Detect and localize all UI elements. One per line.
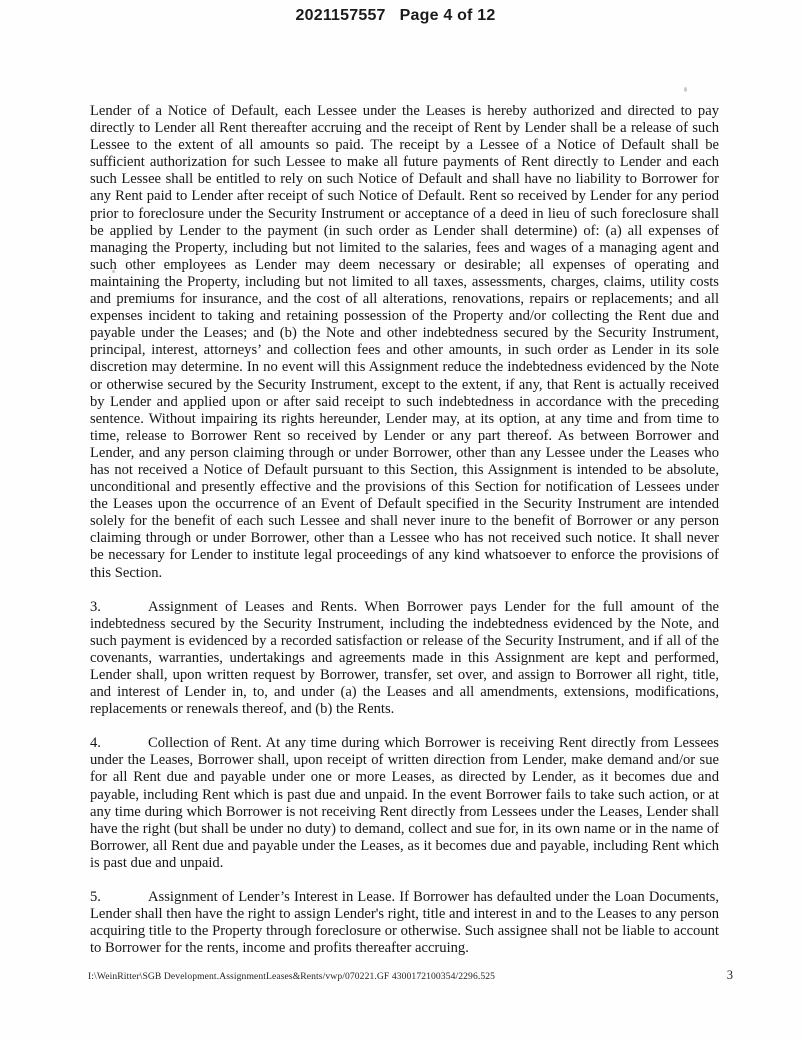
section-3-assignment-of-leases-and-rents xyxy=(90,599,719,719)
scan-artifact xyxy=(684,87,687,92)
page-footer xyxy=(88,968,733,983)
page-number: 3 xyxy=(726,968,733,982)
document-body xyxy=(90,103,719,957)
section-number: 5. xyxy=(90,889,101,906)
section-text: Assignment of Leases and Rents. When Borrower pays Lender for the full amount of the indebtedness secured by the Security Instrument, including the indebtedness evidenced by the Note, and such payment is evidenced by a recorded satisfaction or release of the Security Instrument, and if all of the covenants, warranties, undertakings and agreements made in this Assignment are kept and performed, Lender shall, upon written request by Borrower, transfer, set over, and assign to Borrower all right, title, and interest of Lender in, to, and under (a) the Leases and all amendments, extensions, modifications, replacements or renewals thereof, and (b) the Rents. xyxy=(90,598,719,718)
section-text: Assignment of Lender’s Interest in Lease. If Borrower has defaulted under the Loan Documents, Lender shall then have the right to assign Lender's right, title and interest in and to the Leases to any person acquiring title to the Property through foreclosure or otherwise. Such assignee shall not be liable to account to Borrower for the rents, income and profits thereafter accruing. xyxy=(90,889,719,957)
page-header xyxy=(0,7,797,25)
section-number: 4. xyxy=(90,735,101,752)
section-4-collection-of-rent xyxy=(90,735,719,872)
document-number: 2021157557 xyxy=(295,7,386,24)
paragraph-continuation xyxy=(90,103,719,582)
section-text: Collection of Rent. At any time during which Borrower is receiving Rent directly from Lessees under the Leases, Borrower shall, upon receipt of written direction from Lender, make demand and/or sue for all Rent due and payable under one or more Leases, as directed by Lender, as it becomes due and payable, including Rent which is past due and unpaid. In the event Borrower fails to take such action, or at any time during which Borrower is not receiving Rent directly from Lessees under the Leases, Lender shall have the right (but shall be under no duty) to demand, collect and sue for, in its own name or in the name of Borrower, all Rent due and payable under the Leases, as it becomes due and payable, including Rent which is past due and unpaid. xyxy=(90,735,719,871)
paragraph-text: Lender of a Notice of Default, each Lessee under the Leases is hereby authorized and directed to pay directly to Lender all Rent thereafter accruing and the receipt of Rent by Lender shall be a release of such Lessee to the extent of all amounts so paid. The receipt by a Lessee of a Notice of Default shall be sufficient authorization for such Lessee to make all future payments of Rent directly to Lender and each such Lessee shall be entitled to rely on such Notice of Default and shall have no liability to Borrower for any Rent paid to Lender after receipt of such Notice of Default. Rent so received by Lender for any period prior to foreclosure under the Security Instrument or acceptance of a deed in lieu of such foreclosure shall be applied by Lender to the payment (in such order as Lender shall determine) of: (a) all expenses of managing the Property, including but not limited to the salaries, fees and wages of a managing agent and such other employees as Lender may deem necessary or desirable; all expenses of operating and maintaining the Property, including but not limited to all taxes, assessments, charges, claims, utility costs and premiums for insurance, and the cost of all alterations, renovations, repairs or replacements; and all expenses incident to taking and retaining possession of the Property and/or collecting the Rent due and payable under the Leases; and (b) the Note and other indebtedness secured by the Security Instrument, principal, interest, attorneys’ and collection fees and other amounts, in such order as Lender in its sole discretion may determine. In no event will this Assignment reduce the indebtedness evidenced by the Note or otherwise secured by the Security Instrument, except to the extent, if any, that Rent is actually received by Lender and applied upon or after said receipt to such indebtedness in accordance with the preceding sentence. Without impairing its rights hereunder, Lender may, at its option, at any time and from time to time, release to Borrower Rent so received by Lender or any part thereof. As between Borrower and Lender, and any person claiming through or under Borrower, other than any Lessee under the Leases who has not received a Notice of Default pursuant to this Section, this Assignment is intended to be absolute, unconditional and presently effective and the provisions of this Section for notification of Lessees under the Leases upon the occurrence of an Event of Default specified in the Security Instrument are intended solely for the benefit of each such Lessee and shall never inure to the benefit of Borrower or any person claiming through or under Borrower, other than a Lessee who has not received such notice. It shall never be necessary for Lender to institute legal proceedings of any kind whatsoever to enforce the provisions of this Section. xyxy=(90,103,719,581)
section-number: 3. xyxy=(90,598,101,615)
file-reference: I:\WeinRitter\SGB Development.AssignmentLeases&Rents/vwp/070221.GF 4300172100354/2296.525 xyxy=(88,971,496,982)
page-indicator: Page 4 of 12 xyxy=(399,7,496,24)
section-5-assignment-of-lenders-interest-in-lease xyxy=(90,889,719,957)
